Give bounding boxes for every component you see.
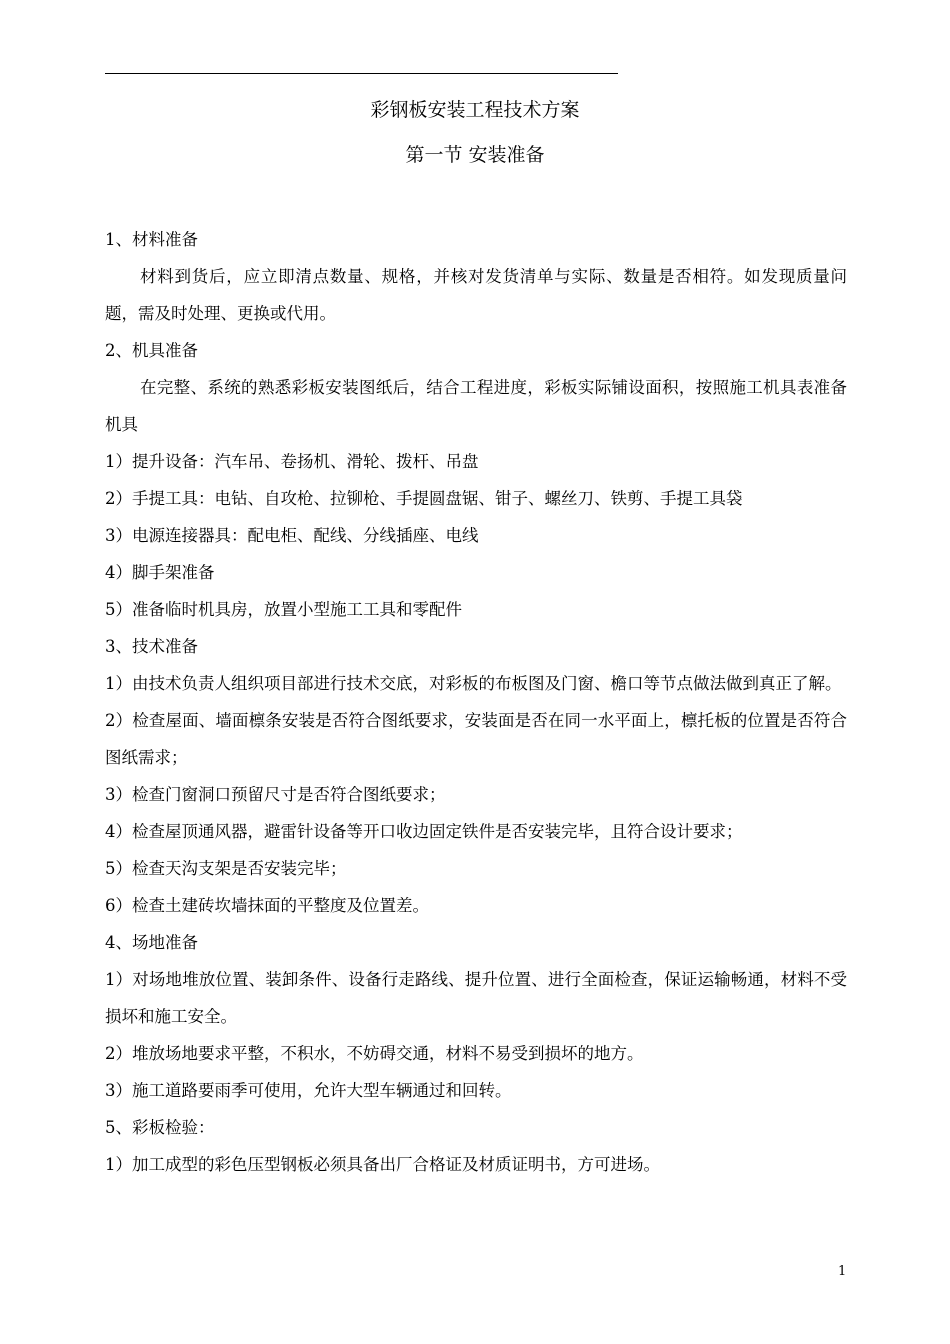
body-paragraph: 2）检查屋面、墙面檩条安装是否符合图纸要求，安装面是否在同一水平面上，檩托板的位置是否符合图纸需求； [105,711,847,767]
body-paragraph: 5）检查天沟支架是否安装完毕； [105,859,347,878]
body-paragraph: 2、机具准备 [105,341,198,360]
body-paragraph: 材料到货后，应立即清点数量、规格，并核对发货清单与实际、数量是否相符。如发现质量问题，需及时处理、更换或代用。 [105,267,847,323]
document-body [105,221,847,1183]
body-paragraph: 2）手提工具：电钻、自攻枪、拉铆枪、手提圆盘锯、钳子、螺丝刀、铁剪、手提工具袋 [105,489,743,508]
body-paragraph: 1、材料准备 [105,230,198,249]
header-rule [105,73,618,74]
body-paragraph: 4、场地准备 [105,933,198,952]
document-title: 彩钢板安装工程技术方案 [370,99,580,121]
body-paragraph: 3）检查门窗洞口预留尺寸是否符合图纸要求； [105,785,446,804]
page-number: 1 [838,1264,847,1279]
body-paragraph: 3、技术准备 [105,637,198,656]
body-paragraph: 3）施工道路要雨季可使用，允许大型车辆通过和回转。 [105,1081,512,1100]
body-paragraph: 3）电源连接器具：配电柜、配线、分线插座、电线 [105,526,479,545]
body-paragraph: 6）检查土建砖坎墙抹面的平整度及位置差。 [105,896,429,915]
body-paragraph: 1）由技术负责人组织项目部进行技术交底，对彩板的布板图及门窗、檐口等节点做法做到真正了解。 [105,674,842,693]
body-paragraph: 在完整、系统的熟悉彩板安装图纸后，结合工程进度，彩板实际铺设面积，按照施工机具表准备机具 [105,378,847,434]
body-paragraph: 4）脚手架准备 [105,563,215,582]
body-paragraph: 1）加工成型的彩色压型钢板必须具备出厂合格证及材质证明书，方可进场。 [105,1155,660,1174]
body-paragraph: 5）准备临时机具房，放置小型施工工具和零配件 [105,600,462,619]
body-paragraph: 1）提升设备：汽车吊、卷扬机、滑轮、拨杆、吊盘 [105,452,479,471]
body-paragraph: 1）对场地堆放位置、装卸条件、设备行走路线、提升位置、进行全面检查，保证运输畅通，材料不受损坏和施工安全。 [105,970,847,1026]
body-paragraph: 4）检查屋顶通风器，避雷针设备等开口收边固定铁件是否安装完毕，且符合设计要求； [105,822,743,841]
body-paragraph: 2）堆放场地要求平整，不积水，不妨碍交通，材料不易受到损坏的地方。 [105,1044,644,1063]
section-title: 第一节 安装准备 [405,144,545,166]
body-paragraph: 5、彩板检验： [105,1118,215,1137]
